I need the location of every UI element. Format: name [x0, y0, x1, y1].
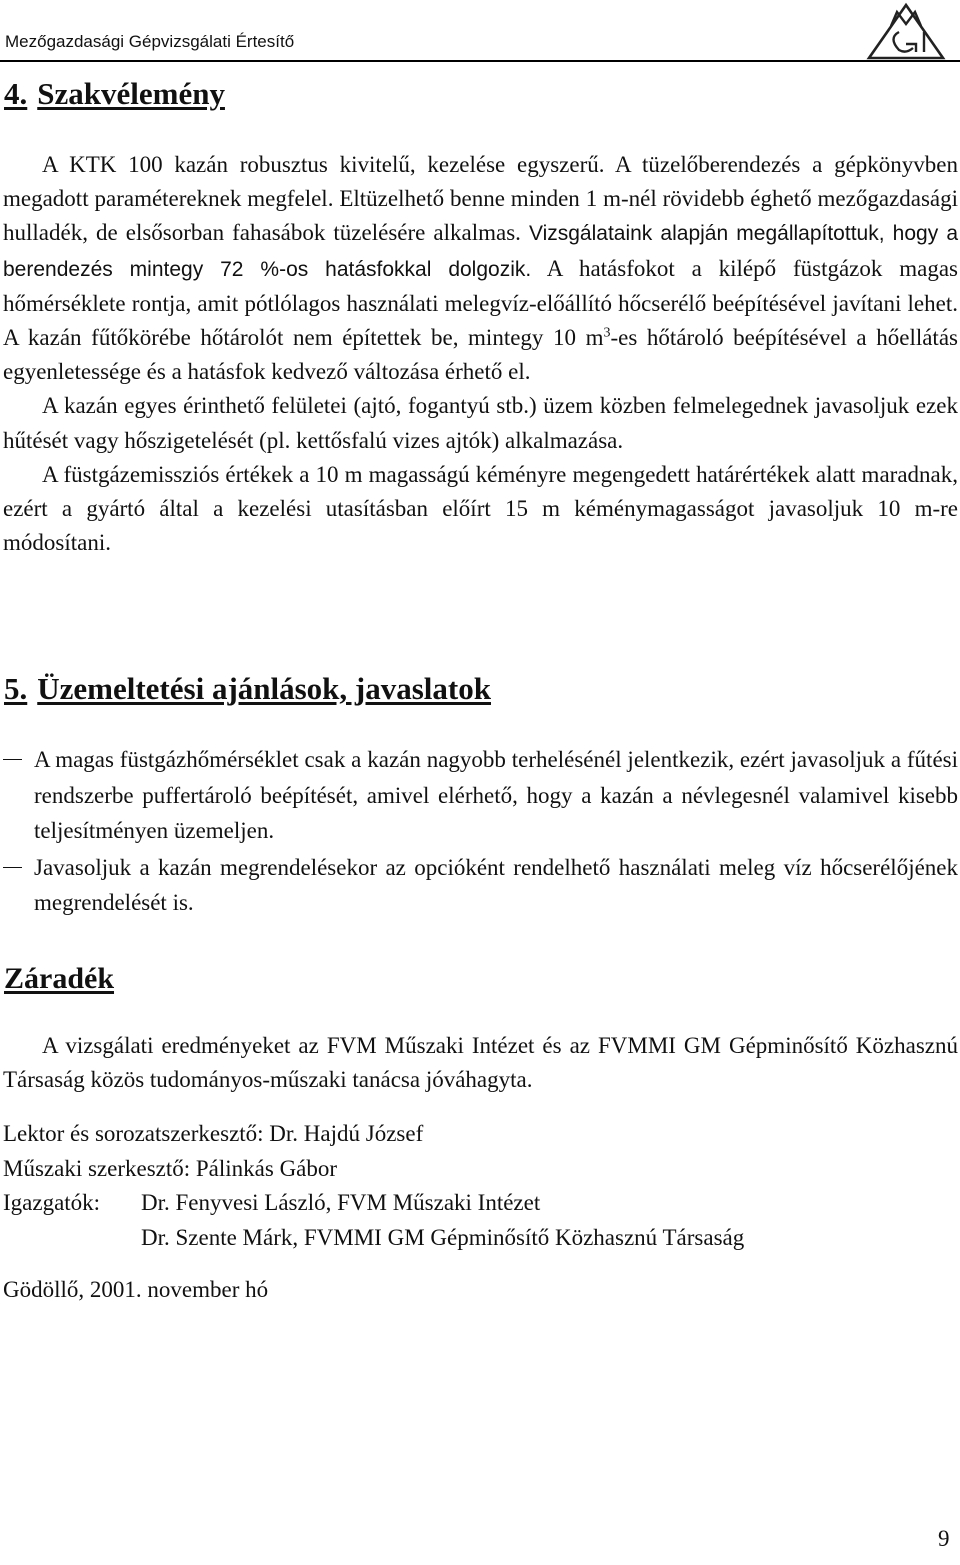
header-divider	[0, 60, 960, 62]
directors-label: Igazgatók:	[3, 1190, 101, 1215]
section-4-title: Szakvélemény	[37, 76, 225, 111]
running-header	[0, 0, 960, 62]
journal-title: Mezőgazdasági Gépvizsgálati Értesítő	[5, 32, 295, 51]
institute-logo	[866, 2, 946, 60]
section-4-body	[3, 148, 958, 560]
lector-line: Lektor és sorozatszerkesztő: Dr. Hajdú József	[3, 1121, 424, 1146]
sans-sentence: Vizsgálataink alapján megállapítottuk, hogy a berendezés mintegy 72 %-os hatásfokkal dolgozik.	[3, 222, 959, 281]
section-5-title: Üzemeltetési ajánlások, javaslatok	[37, 671, 491, 706]
dash-bullet	[3, 867, 22, 868]
section-5-heading	[4, 671, 491, 707]
closing-title: Záradék	[4, 962, 115, 995]
list-item: Javasoljuk a kazán megrendelésekor az opcióként rendelhető használati meleg víz hőcserélőjének megrendelését is.	[3, 850, 958, 921]
closing-body	[3, 1029, 958, 1097]
paragraph: A KTK 100 kazán robusztus kivitelű, kezelése egyszerű. A tüzelőberendezés a gépkönyvben megadott paramétereknek megfelel. Eltüzelhető benne minden 1 m-nél rövidebb éghető mezőgazdasági hulladék, de elsősorban fahasábok tüzelésére alkalmas. Vizsgálataink alapján megállapítottuk, hogy a berendezés mintegy 72 %-os hatásfokkal dolgozik. A hatásfokot a kilépő füstgázok magas hőmérséklete rontja, amit pótlólagos használati melegvíz-előállító hőcserélő beépítésével javítani lehet. A kazán fűtőkörébe hőtárolót nem építettek be, mintegy 10 $m^3-es$ hőtároló beépítésével a hőellátás egyenletessége és a hatásfok kedvező változása érhető el.	[3, 152, 959, 385]
superscript-3: 3	[603, 325, 611, 341]
page-number: 9	[938, 1526, 950, 1551]
directors-block	[3, 1186, 958, 1255]
director-name: Dr. Fenyvesi László, FVM Műszaki Intézet	[141, 1190, 541, 1215]
section-5-number: 5.	[4, 671, 28, 706]
dash-bullet	[3, 759, 22, 760]
paragraph: A vizsgálati eredményeket az FVM Műszaki Intézet és az FVMMI GM Gépminősítő Közhasznú Társaság közös tudományos-műszaki tanácsa jóváhagyta.	[3, 1033, 958, 1093]
place-date: Gödöllő, 2001. november hó	[3, 1277, 269, 1302]
closing-heading	[4, 962, 114, 996]
credits	[3, 1117, 958, 1255]
director-name: Dr. Szente Márk, FVMMI GM Gépminősítő Közhasznú Társaság	[141, 1224, 745, 1250]
recommendation-list	[3, 742, 958, 922]
list-item: A magas füstgázhőmérséklet csak a kazán nagyobb terhelésénél jelentkezik, ezért javasoljuk a fűtési rendszerbe puffertároló beépítését, amivel elérhető, hogy a kazán a névlegesnél valamivel kisebb teljesítményen üzemeljen.	[3, 742, 958, 849]
section-4-heading	[4, 76, 225, 112]
section-4-number: 4.	[4, 76, 28, 111]
technical-editor-line: Műszaki szerkesztő: Pálinkás Gábor	[3, 1155, 338, 1181]
directors-list	[141, 1186, 744, 1255]
paragraph: A füstgázemissziós értékek a 10 m magasságú kéményre megengedett határértékek alatt maradnak, ezért a gyártó által a kezelési utasításban előírt 15 m kéménymagasságot javasoljuk 10 m-re módosítani.	[3, 461, 958, 556]
paragraph: A kazán egyes érinthető felületei (ajtó, fogantyú stb.) üzem közben felmelegednek javasoljuk ezek hűtését vagy hőszigetelését (pl. kettősfalú vizes ajtók) alkalmazása.	[3, 393, 958, 453]
